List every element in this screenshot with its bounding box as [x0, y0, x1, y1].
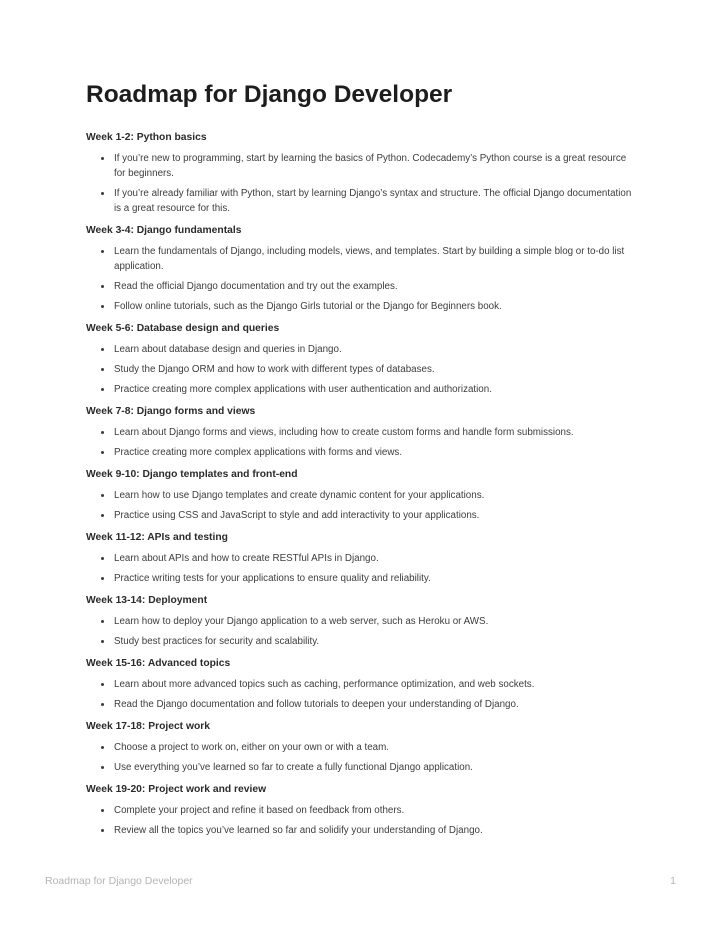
bullet-item: • Study best practices for security and scalability. — [113, 634, 635, 649]
section-heading: Week 5-6: Database design and queries — [86, 323, 280, 334]
section-heading: Week 15-16: Advanced topics — [86, 658, 231, 669]
bullet-list — [86, 151, 635, 216]
section-heading: Week 17-18: Project work — [86, 721, 211, 732]
section-week-1-2 — [86, 130, 635, 216]
bullet-list — [86, 488, 635, 523]
section-week-13-14 — [86, 593, 635, 649]
section-heading: Week 9-10: Django templates and front-end — [86, 469, 298, 480]
section-week-19-20 — [86, 782, 635, 838]
section-week-7-8 — [86, 404, 635, 460]
bullet-list — [86, 342, 635, 397]
section-week-11-12 — [86, 530, 635, 586]
section-week-5-6 — [86, 321, 635, 397]
bullet-item: • Practice writing tests for your applications to ensure quality and reliability. — [113, 571, 635, 586]
bullet-item: • If you’re already familiar with Python, start by learning Django’s syntax and structure. The official Django documentation is a great resource for this. — [113, 186, 635, 216]
bullet-list — [86, 244, 635, 314]
section-heading: Week 13-14: Deployment — [86, 595, 208, 606]
section-week-15-16 — [86, 656, 635, 712]
bullet-item: • Use everything you’ve learned so far to create a fully functional Django application. — [113, 760, 635, 775]
bullet-list — [86, 425, 635, 460]
bullet-list — [86, 551, 635, 586]
bullet-list — [86, 677, 635, 712]
bullet-item: • Complete your project and refine it based on feedback from others. — [113, 803, 635, 818]
bullet-item: • Read the Django documentation and follow tutorials to deepen your understanding of Django. — [113, 697, 635, 712]
bullet-item: • Learn about database design and queries in Django. — [113, 342, 635, 357]
bullet-item: • Learn the fundamentals of Django, including models, views, and templates. Start by building a simple blog or to-do list application. — [113, 244, 635, 274]
section-heading: Week 1-2: Python basics — [86, 132, 207, 143]
section-week-3-4 — [86, 223, 635, 314]
section-heading: Week 3-4: Django fundamentals — [86, 225, 242, 236]
bullet-item: • Read the official Django documentation and try out the examples. — [113, 279, 635, 294]
bullet-item: • If you’re new to programming, start by learning the basics of Python. Codecademy’s Python course is a great resource for beginners. — [113, 151, 635, 181]
bullet-item: • Practice using CSS and JavaScript to style and add interactivity to your applications. — [113, 508, 635, 523]
page-footer — [45, 875, 676, 888]
bullet-item: • Practice creating more complex applications with forms and views. — [113, 445, 635, 460]
footer-document-title: Roadmap for Django Developer — [45, 875, 193, 887]
section-heading: Week 11-12: APIs and testing — [86, 532, 228, 543]
bullet-item: • Learn about more advanced topics such as caching, performance optimization, and web sockets. — [113, 677, 635, 692]
bullet-item: • Follow online tutorials, such as the Django Girls tutorial or the Django for Beginners book. — [113, 299, 635, 314]
bullet-list — [86, 803, 635, 838]
page-number: 1 — [670, 875, 676, 887]
section-heading: Week 19-20: Project work and review — [86, 784, 267, 795]
bullet-list — [86, 740, 635, 775]
bullet-item: • Review all the topics you’ve learned so far and solidify your understanding of Django. — [113, 823, 635, 838]
bullet-item: • Choose a project to work on, either on your own or with a team. — [113, 740, 635, 755]
bullet-list — [86, 614, 635, 649]
section-week-17-18 — [86, 719, 635, 775]
bullet-item: • Learn how to use Django templates and create dynamic content for your applications. — [113, 488, 635, 503]
bullet-item: • Study the Django ORM and how to work with different types of databases. — [113, 362, 635, 377]
bullet-item: • Learn how to deploy your Django application to a web server, such as Heroku or AWS. — [113, 614, 635, 629]
section-heading: Week 7-8: Django forms and views — [86, 406, 256, 417]
bullet-item: • Learn about Django forms and views, including how to create custom forms and handle form submissions. — [113, 425, 635, 440]
bullet-item: • Learn about APIs and how to create RESTful APIs in Django. — [113, 551, 635, 566]
bullet-item: • Practice creating more complex applications with user authentication and authorization. — [113, 382, 635, 397]
section-week-9-10 — [86, 467, 635, 523]
document-title: Roadmap for Django Developer — [86, 81, 453, 108]
